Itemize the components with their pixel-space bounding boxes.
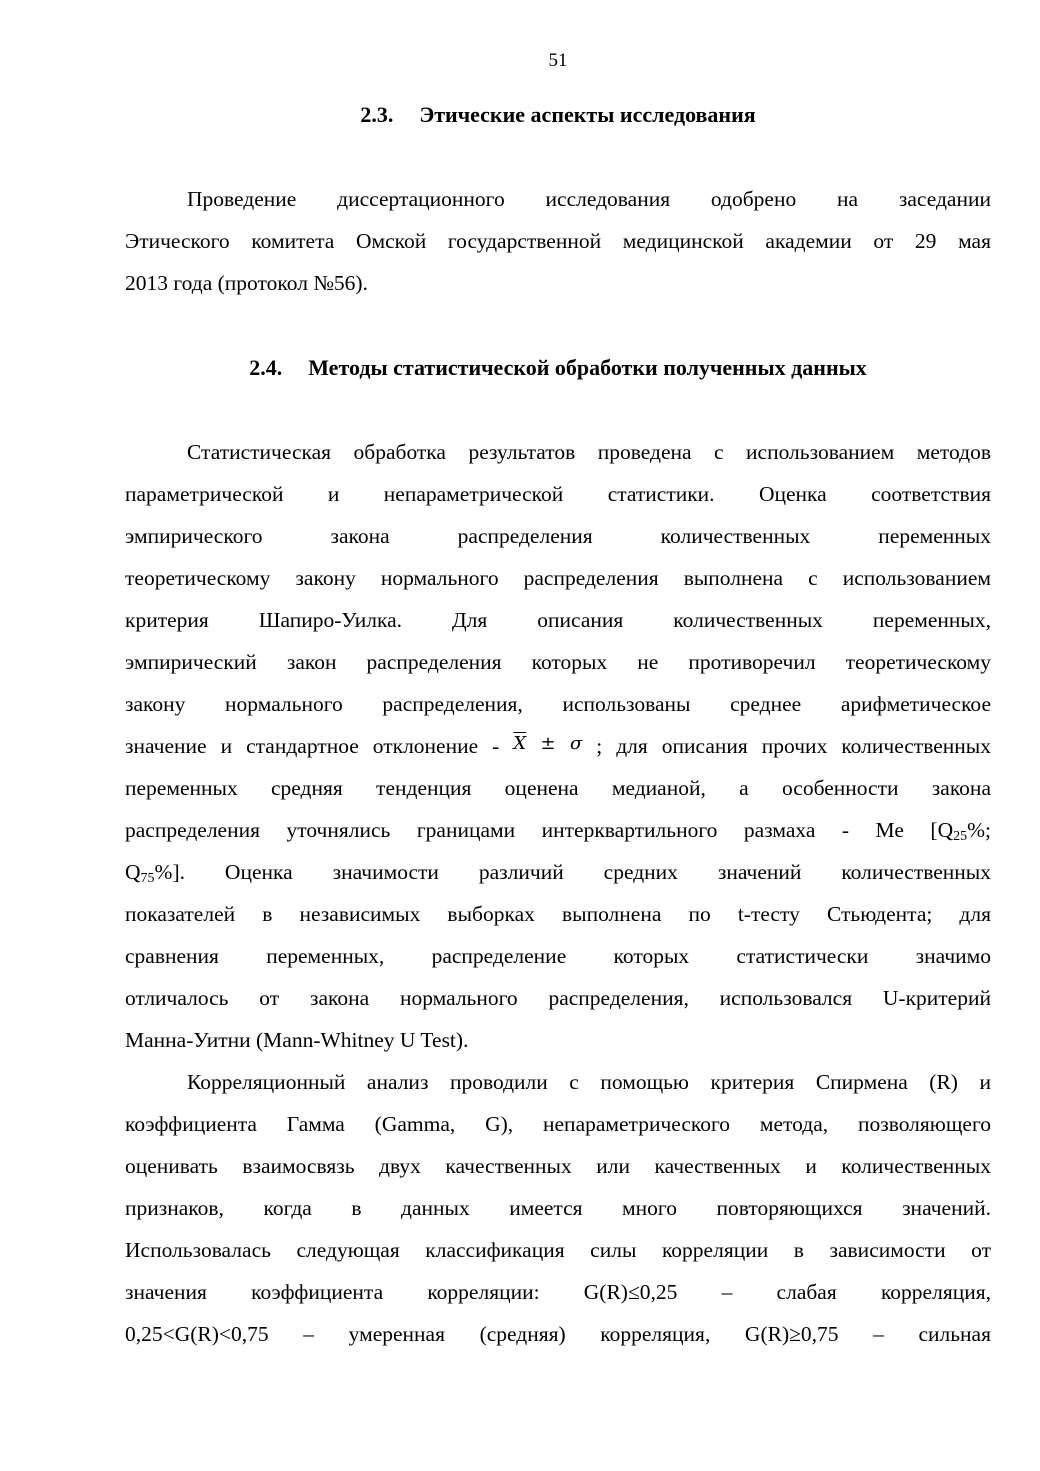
page-number: 51	[548, 50, 568, 71]
section-number: 2.3.	[360, 102, 394, 127]
mean-sd-formula	[513, 733, 582, 754]
text-line: отличалось от закона нормального распределения, использовался U-критерий	[125, 986, 991, 1010]
text-fragment: значение и стандартное отклонение -	[125, 734, 514, 758]
text-line-quartile	[125, 809, 991, 851]
text-line: эмпирического закона распределения количественных переменных	[125, 524, 991, 548]
text-line: Использовалась следующая классификация силы корреляции в зависимости от	[125, 1238, 991, 1262]
text-line: 2013 года (протокол №56).	[125, 271, 368, 295]
text-line: параметрической и непараметрической статистики. Оценка соответствия	[125, 482, 991, 506]
text-line: переменных средняя тенденция оценена медианой, а особенности закона	[125, 776, 991, 800]
text-line: Этического комитета Омской государственной медицинской академии от 29 мая	[125, 229, 991, 253]
section-title: Этические аспекты исследования	[419, 102, 756, 127]
text-line: сравнения переменных, распределение которых статистически значимо	[125, 944, 991, 968]
section-number: 2.4.	[249, 355, 283, 380]
subscript: 25	[953, 829, 968, 844]
text-fragment: ; для описания прочих количественных	[582, 734, 991, 758]
subscript: 75	[140, 871, 155, 886]
text-line-formula	[125, 725, 991, 767]
text-fragment: Q	[125, 860, 141, 884]
text-line: коэффициента Гамма (Gamma, G), непараметрического метода, позволяющего	[125, 1112, 991, 1136]
text-line: критерия Шапиро-Уилка. Для описания количественных переменных,	[125, 608, 991, 632]
text-line: Манна-Уитни (Mann-Whitney U Test).	[125, 1028, 469, 1052]
text-line: Проведение диссертационного исследования одобрено на заседании	[187, 187, 991, 211]
text-fragment: %]. Оценка значимости различий средних значений количественных	[154, 860, 991, 884]
text-fragment: %;	[967, 818, 991, 842]
formula-x-bar: $\overline{X}$	[513, 733, 527, 754]
text-line: 0,25<G(R)<0,75 – умеренная (средняя) корреляция, G(R)≥0,75 – сильная	[125, 1322, 991, 1346]
text-line: закону нормального распределения, использованы среднее арифметическое	[125, 692, 991, 716]
text-fragment: распределения уточнялись границами интерквартильного размаха - Ме [Q	[125, 818, 954, 842]
text-line-quartile	[125, 851, 991, 893]
text-line: теоретическому закону нормального распределения выполнена с использованием	[125, 566, 991, 590]
text-line: Статистическая обработка результатов проведена с использованием методов	[187, 440, 991, 464]
text-line: эмпирический закон распределения которых не противоречил теоретическому	[125, 650, 991, 674]
section-heading-2-3	[0, 102, 1040, 128]
formula-pm-sigma: ± σ	[526, 733, 583, 754]
section-title: Методы статистической обработки полученных данных	[308, 355, 867, 380]
section-heading-2-4	[0, 355, 1040, 381]
text-line: Корреляционный анализ проводили с помощью критерия Спирмена (R) и	[187, 1070, 991, 1094]
text-line: значения коэффициента корреляции: G(R)≤0,25 – слабая корреляция,	[125, 1280, 991, 1304]
text-line: оценивать взаимосвязь двух качественных или качественных и количественных	[125, 1154, 991, 1178]
paragraph-statistics	[125, 431, 991, 1355]
text-line: показателей в независимых выборках выполнена по t-тесту Стьюдента; для	[125, 902, 991, 926]
paragraph-ethics	[125, 178, 991, 304]
text-line: признаков, когда в данных имеется много повторяющихся значений.	[125, 1196, 991, 1220]
